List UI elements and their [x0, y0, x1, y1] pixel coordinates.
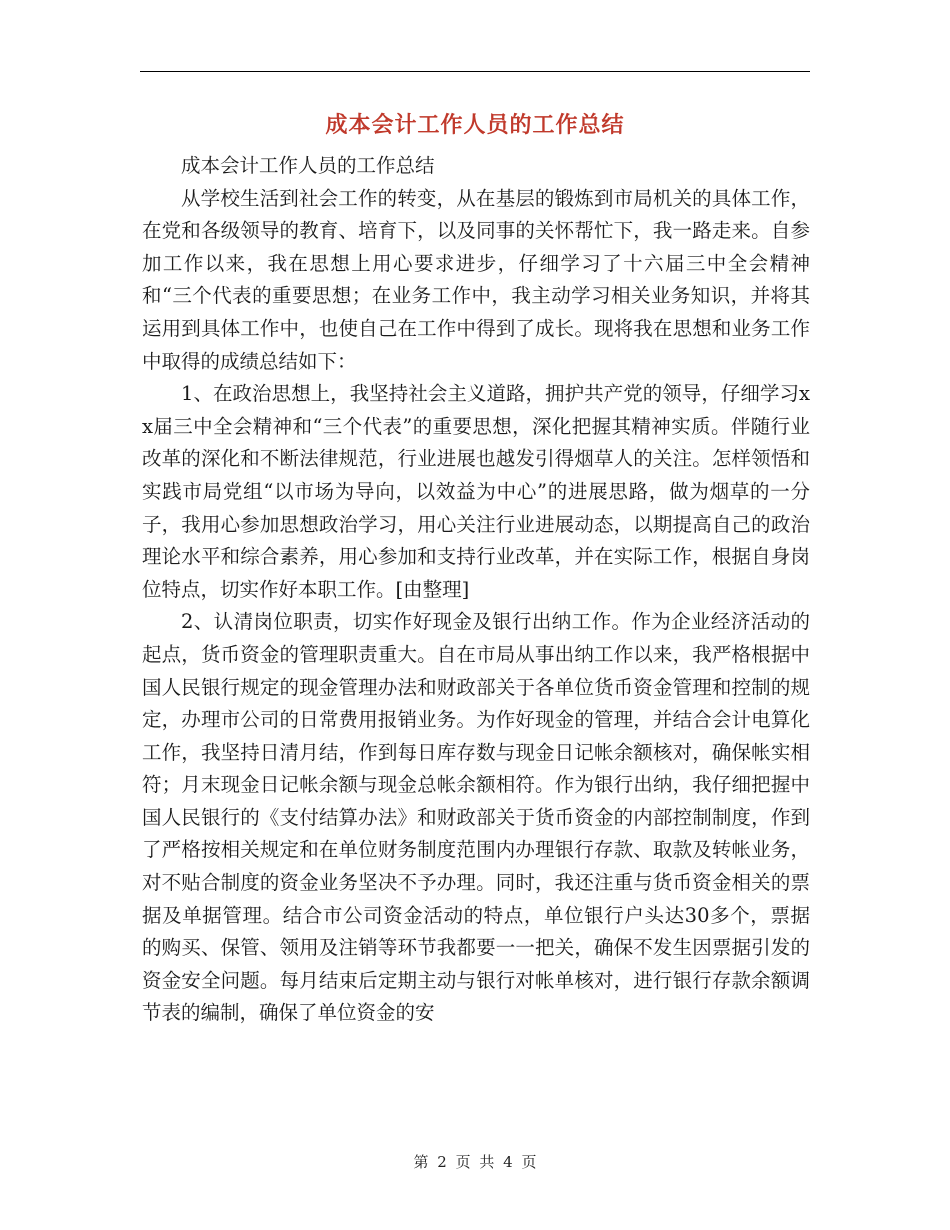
body-paragraph-cashier: 2、认清岗位职责，切实作好现金及银行出纳工作。作为企业经济活动的起点，货币资金的管理职责重大。自在市局从事出纳工作以来，我严格根据中国人民银行规定的现金管理办法和财政部关于各单位货币资金管理和控制的规定，办理市公司的日常费用报销业务。为作好现金的管理，并结合会计电算化工作，我坚持日清月结，作到每日库存数与现金日记帐余额核对，确保帐实相符；月末现金日记帐余额与现金总帐余额相符。作为银行出纳，我仔细把握中国人民银行的《支付结算办法》和财政部关于货币资金的内部控制制度，作到了严格按相关规定和在单位财务制度范围内办理银行存款、取款及转帐业务，对不贴合制度的资金业务坚决不予办理。同时，我还注重与货币资金相关的票据及单据管理。结合市公司资金活动的特点，单位银行户头达30多个，票据的购买、保管、领用及注销等环节我都要一一把关，确保不发生因票据引发的资金安全问题。每月结束后定期主动与银行对帐单核对，进行银行存款余额调节表的编制，确保了单位资金的安 — [142, 610, 810, 1025]
body-paragraph-intro: 从学校生活到社会工作的转变，从在基层的锻炼到市局机关的具体工作，在党和各级领导的教育、培育下，以及同事的关怀帮忙下，我一路走来。自参加工作以来，我在思想上用心要求进步，仔细学习了十六届三中全会精神和“三个代表的重要思想；在业务工作中，我主动学习相关业务知识，并将其运用到具体工作中，也使自己在工作中得到了成长。现将我在思想和业务工作中取得的成绩总结如下： — [142, 186, 810, 373]
header-rule — [140, 71, 810, 72]
body-paragraph-subtitle: 成本会计工作人员的工作总结 — [181, 154, 435, 177]
body-paragraph-political: 1、在政治思想上，我坚持社会主义道路，拥护共产党的领导，仔细学习xx届三中全会精神和“三个代表”的重要思想，深化把握其精神实质。伴随行业改革的深化和不断法律规范，行业进展也越发引得烟草人的关注。怎样领悟和实践市局党组“以市场为导向，以效益为中心”的进展思路，做为烟草的一分子，我用心参加思想政治学习，用心关注行业进展动态，以期提高自己的政治理论水平和综合素养，用心参加和支持行业改革，并在实际工作，根据自身岗位特点，切实作好本职工作。[由整理] — [142, 382, 810, 601]
page-number-footer: 第 2 页 共 4 页 — [413, 1153, 537, 1171]
document-body — [142, 150, 810, 1030]
document-title: 成本会计工作人员的工作总结 — [325, 113, 625, 138]
